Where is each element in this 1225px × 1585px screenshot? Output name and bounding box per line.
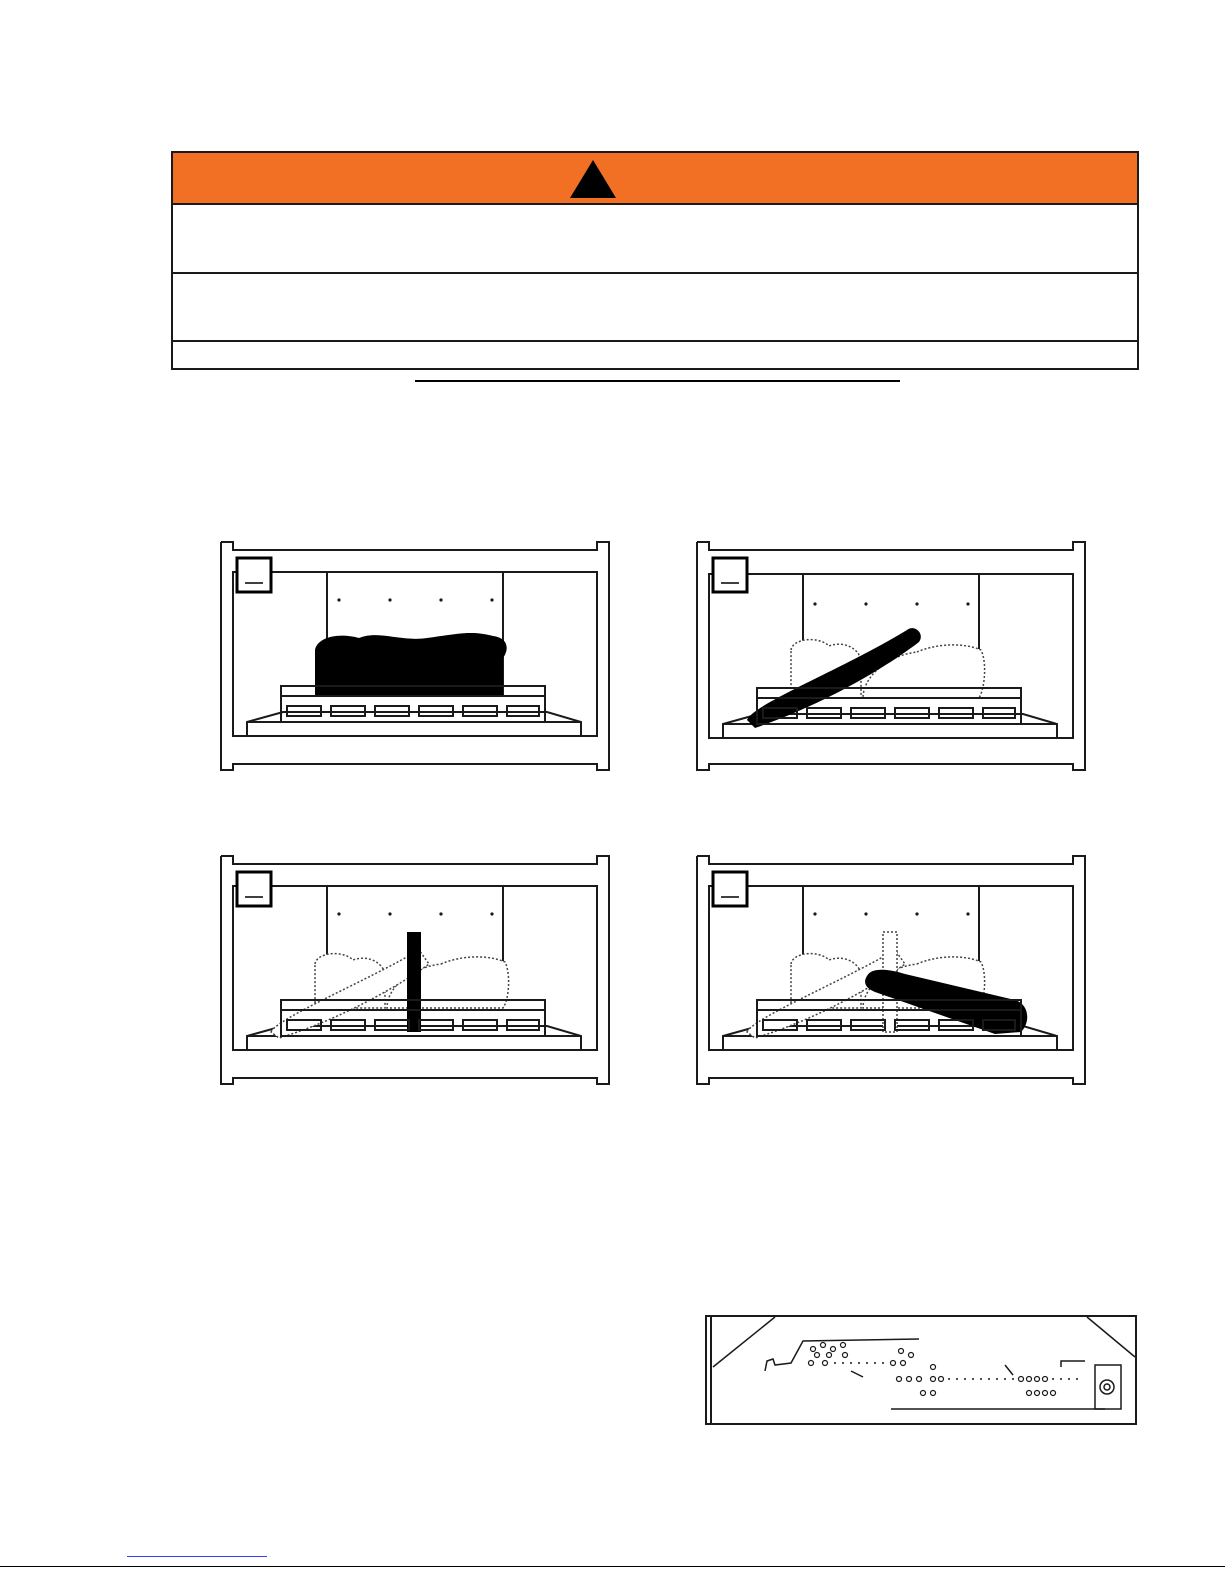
burner-port-diagram <box>705 1315 1137 1427</box>
log-placement-figure-4 <box>695 852 1090 1090</box>
section-underline <box>415 380 900 382</box>
footer-link-underline[interactable] <box>127 1556 267 1557</box>
warning-row-2 <box>173 274 1137 342</box>
alert-triangle-icon <box>568 158 618 200</box>
warning-row-1 <box>173 205 1137 274</box>
log-placement-figure-1 <box>219 538 614 776</box>
warning-box <box>171 151 1139 370</box>
warning-header <box>173 153 1137 205</box>
warning-row-3 <box>173 342 1137 368</box>
log-placement-figure-3 <box>219 852 614 1090</box>
log-placement-figure-2 <box>695 538 1090 776</box>
footer-rule <box>0 1566 1225 1567</box>
